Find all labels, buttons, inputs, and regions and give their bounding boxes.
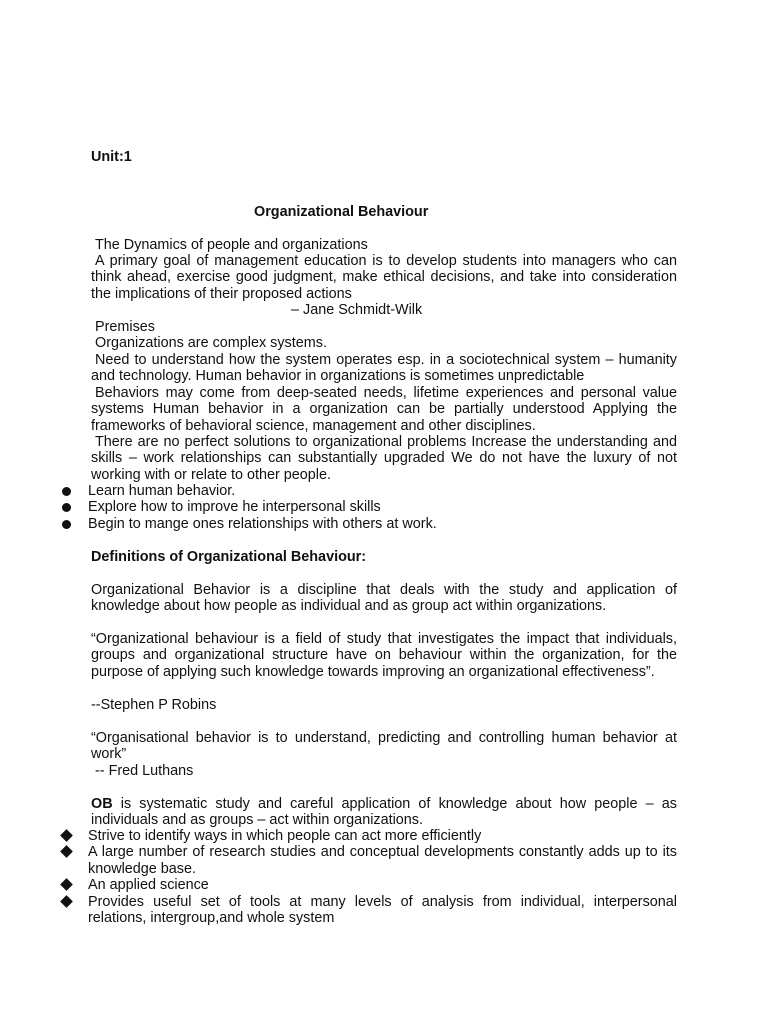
bullet-diamond-icon — [60, 829, 73, 842]
intro-subtitle: The Dynamics of people and organizations — [95, 237, 368, 253]
list-item: Provides useful set of tools at many levels of analysis from individual, interpersonal relations, intergroup,and whole system — [62, 894, 677, 927]
bullet-dot-icon — [62, 520, 71, 529]
bullet-diamond-icon — [60, 878, 73, 891]
definition-3-author: -- Fred Luthans — [95, 763, 194, 779]
list-item: Strive to identify ways in which people can act more efficiently — [62, 828, 677, 844]
bullet-dot-icon — [62, 487, 71, 496]
list-item: Begin to mange ones relationships with others at work. — [62, 516, 677, 532]
list-item: Learn human behavior. — [62, 483, 677, 499]
ob-definition: OB is systematic study and careful application of knowledge about how people – as individuals and as groups – act within organizations. — [91, 796, 677, 829]
no-perfect-solutions-text: There are no perfect solutions to organizational problems Increase the understanding and skills – work relationships can substantially upgraded We do not have the luxury of not working with or relate to other people. — [91, 434, 677, 483]
definition-3: “Organisational behavior is to understand, predicting and controlling human behavior at work” — [91, 730, 677, 763]
premises-label: Premises — [95, 319, 155, 335]
intro-quote: A primary goal of management education is to develop students into managers who can think ahead, exercise good judgment, make ethical decisions, and take into consideration the implications of their proposed actions — [91, 253, 677, 302]
quote-attribution: – Jane Schmidt-Wilk — [291, 302, 423, 318]
learning-bullet-list — [62, 483, 677, 532]
definition-1: Organizational Behavior is a discipline that deals with the study and application of knowledge about how people as individual and as group act within organizations. — [91, 582, 677, 615]
ob-label: OB — [91, 796, 113, 812]
bullet-diamond-icon — [60, 846, 73, 859]
list-item: An applied science — [62, 877, 677, 893]
definition-2: “Organizational behaviour is a field of study that investigates the impact that individuals, groups and organizational structure have on behaviour within the organization, for the purpose of applying such knowledge towards improving an organizational effectiveness”. — [91, 631, 677, 680]
unit-label: Unit:1 — [91, 149, 132, 165]
page-title: Organizational Behaviour — [254, 204, 429, 220]
list-item: Explore how to improve he interpersonal skills — [62, 499, 677, 515]
need-to-understand-text: Need to understand how the system operates esp. in a sociotechnical system – humanity and technology. Human behavior in organizations is sometimes unpredictable — [91, 352, 677, 385]
ob-bullet-list — [62, 828, 677, 926]
list-item: A large number of research studies and conceptual developments constantly adds up to its knowledge base. — [62, 844, 677, 877]
behaviors-text: Behaviors may come from deep-seated needs, lifetime experiences and personal value systems Human behavior in a organization can be partially understood Applying the frameworks of behavioral science, management and other disciplines. — [91, 385, 677, 434]
bullet-diamond-icon — [60, 895, 73, 908]
bullet-dot-icon — [62, 503, 71, 512]
complex-systems-text: Organizations are complex systems. — [95, 335, 327, 351]
definition-2-author: --Stephen P Robins — [91, 697, 217, 713]
definitions-heading: Definitions of Organizational Behaviour: — [91, 549, 367, 565]
